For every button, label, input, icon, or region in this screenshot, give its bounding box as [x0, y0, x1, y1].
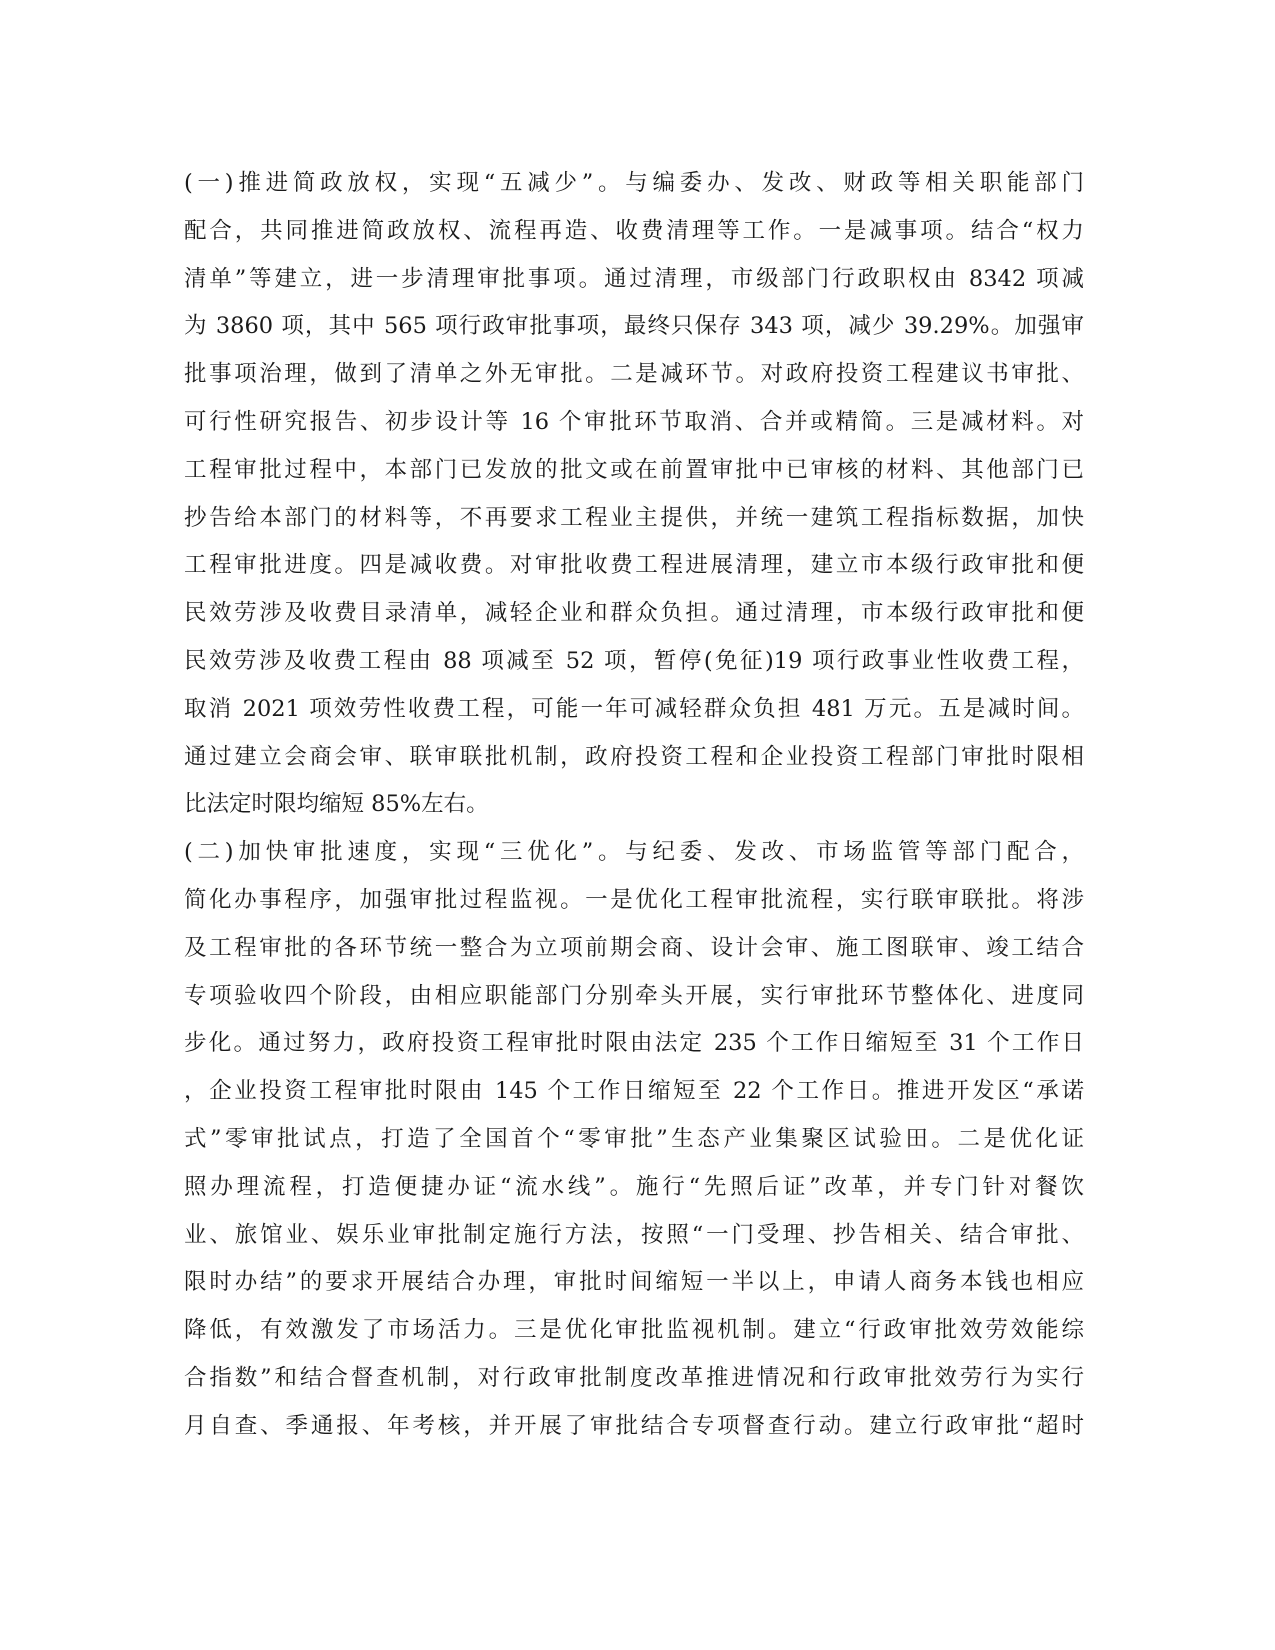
text-line: 民效劳涉及收费工程由 88 项减至 52 项，暂停(免征)19 项行政事业性收费工程，	[184, 647, 1084, 674]
text-line: 批事项治理，做到了清单之外无审批。二是减环节。对政府投资工程建议书审批、	[184, 361, 1084, 388]
text-line: 及工程审批的各环节统一整合为立项前期会商、设计会审、施工图联审、竣工结合	[184, 934, 1084, 961]
text-line: 为 3860 项，其中 565 项行政审批事项，最终只保存 343 项，减少 39.29%。加强审	[184, 313, 1084, 340]
text-line: 比法定时限均缩短 85%左右。	[184, 791, 489, 818]
text-line: 取消 2021 项效劳性收费工程，可能一年可减轻群众负担 481 万元。五是减时间。	[184, 695, 1084, 722]
text-line: 专项验收四个阶段，由相应职能部门分别牵头开展，实行审批环节整体化、进度同	[184, 982, 1084, 1009]
text-line: 合指数”和结合督查机制，对行政审批制度改革推进情况和行政审批效劳行为实行	[184, 1364, 1084, 1391]
text-line: 工程审批进度。四是减收费。对审批收费工程进展清理，建立市本级行政审批和便	[184, 552, 1084, 579]
text-line: 月自查、季通报、年考核，并开展了审批结合专项督查行动。建立行政审批“超时	[184, 1412, 1084, 1439]
text-line: 简化办事程序，加强审批过程监视。一是优化工程审批流程，实行联审联批。将涉	[184, 886, 1084, 913]
text-line: 配合，共同推进简政放权、流程再造、收费清理等工作。一是减事项。结合“权力	[184, 217, 1084, 244]
text-line: 可行性研究报告、初步设计等 16 个审批环节取消、合并或精简。三是减材料。对	[184, 408, 1084, 435]
body-text	[184, 160, 1084, 1451]
text-line: 民效劳涉及收费目录清单，减轻企业和群众负担。通过清理，市本级行政审批和便	[184, 600, 1084, 627]
text-line: 降低，有效激发了市场活力。三是优化审批监视机制。建立“行政审批效劳效能综	[184, 1317, 1084, 1344]
text-line: (一)推进简政放权，实现“五减少”。与编委办、发改、财政等相关职能部门	[184, 170, 1084, 196]
text-line: 清单”等建立，进一步清理审批事项。通过清理，市级部门行政职权由 8342 项减	[184, 265, 1084, 292]
text-line: 照办理流程，打造便捷办证“流水线”。施行“先照后证”改革，并专门针对餐饮	[184, 1173, 1084, 1200]
text-line: ，企业投资工程审批时限由 145 个工作日缩短至 22 个工作日。推进开发区“承诺	[184, 1078, 1084, 1105]
text-line: 通过建立会商会审、联审联批机制，政府投资工程和企业投资工程部门审批时限相	[184, 743, 1084, 770]
text-line: 业、旅馆业、娱乐业审批制定施行方法，按照“一门受理、抄告相关、结合审批、	[184, 1221, 1084, 1248]
text-line: 限时办结”的要求开展结合办理，审批时间缩短一半以上，申请人商务本钱也相应	[184, 1269, 1084, 1296]
text-line: 步化。通过努力，政府投资工程审批时限由法定 235 个工作日缩短至 31 个工作日	[184, 1030, 1084, 1057]
text-line: 工程审批过程中，本部门已发放的批文或在前置审批中已审核的材料、其他部门已	[184, 456, 1084, 483]
paragraph-1	[184, 160, 1084, 829]
paragraph-2	[184, 829, 1084, 1450]
text-line: (二)加快审批速度，实现“三优化”。与纪委、发改、市场监管等部门配合，	[184, 839, 1084, 866]
text-line: 式”零审批试点，打造了全国首个“零审批”生态产业集聚区试验田。二是优化证	[184, 1125, 1084, 1152]
text-line: 抄告给本部门的材料等，不再要求工程业主提供，并统一建筑工程指标数据，加快	[184, 504, 1084, 531]
